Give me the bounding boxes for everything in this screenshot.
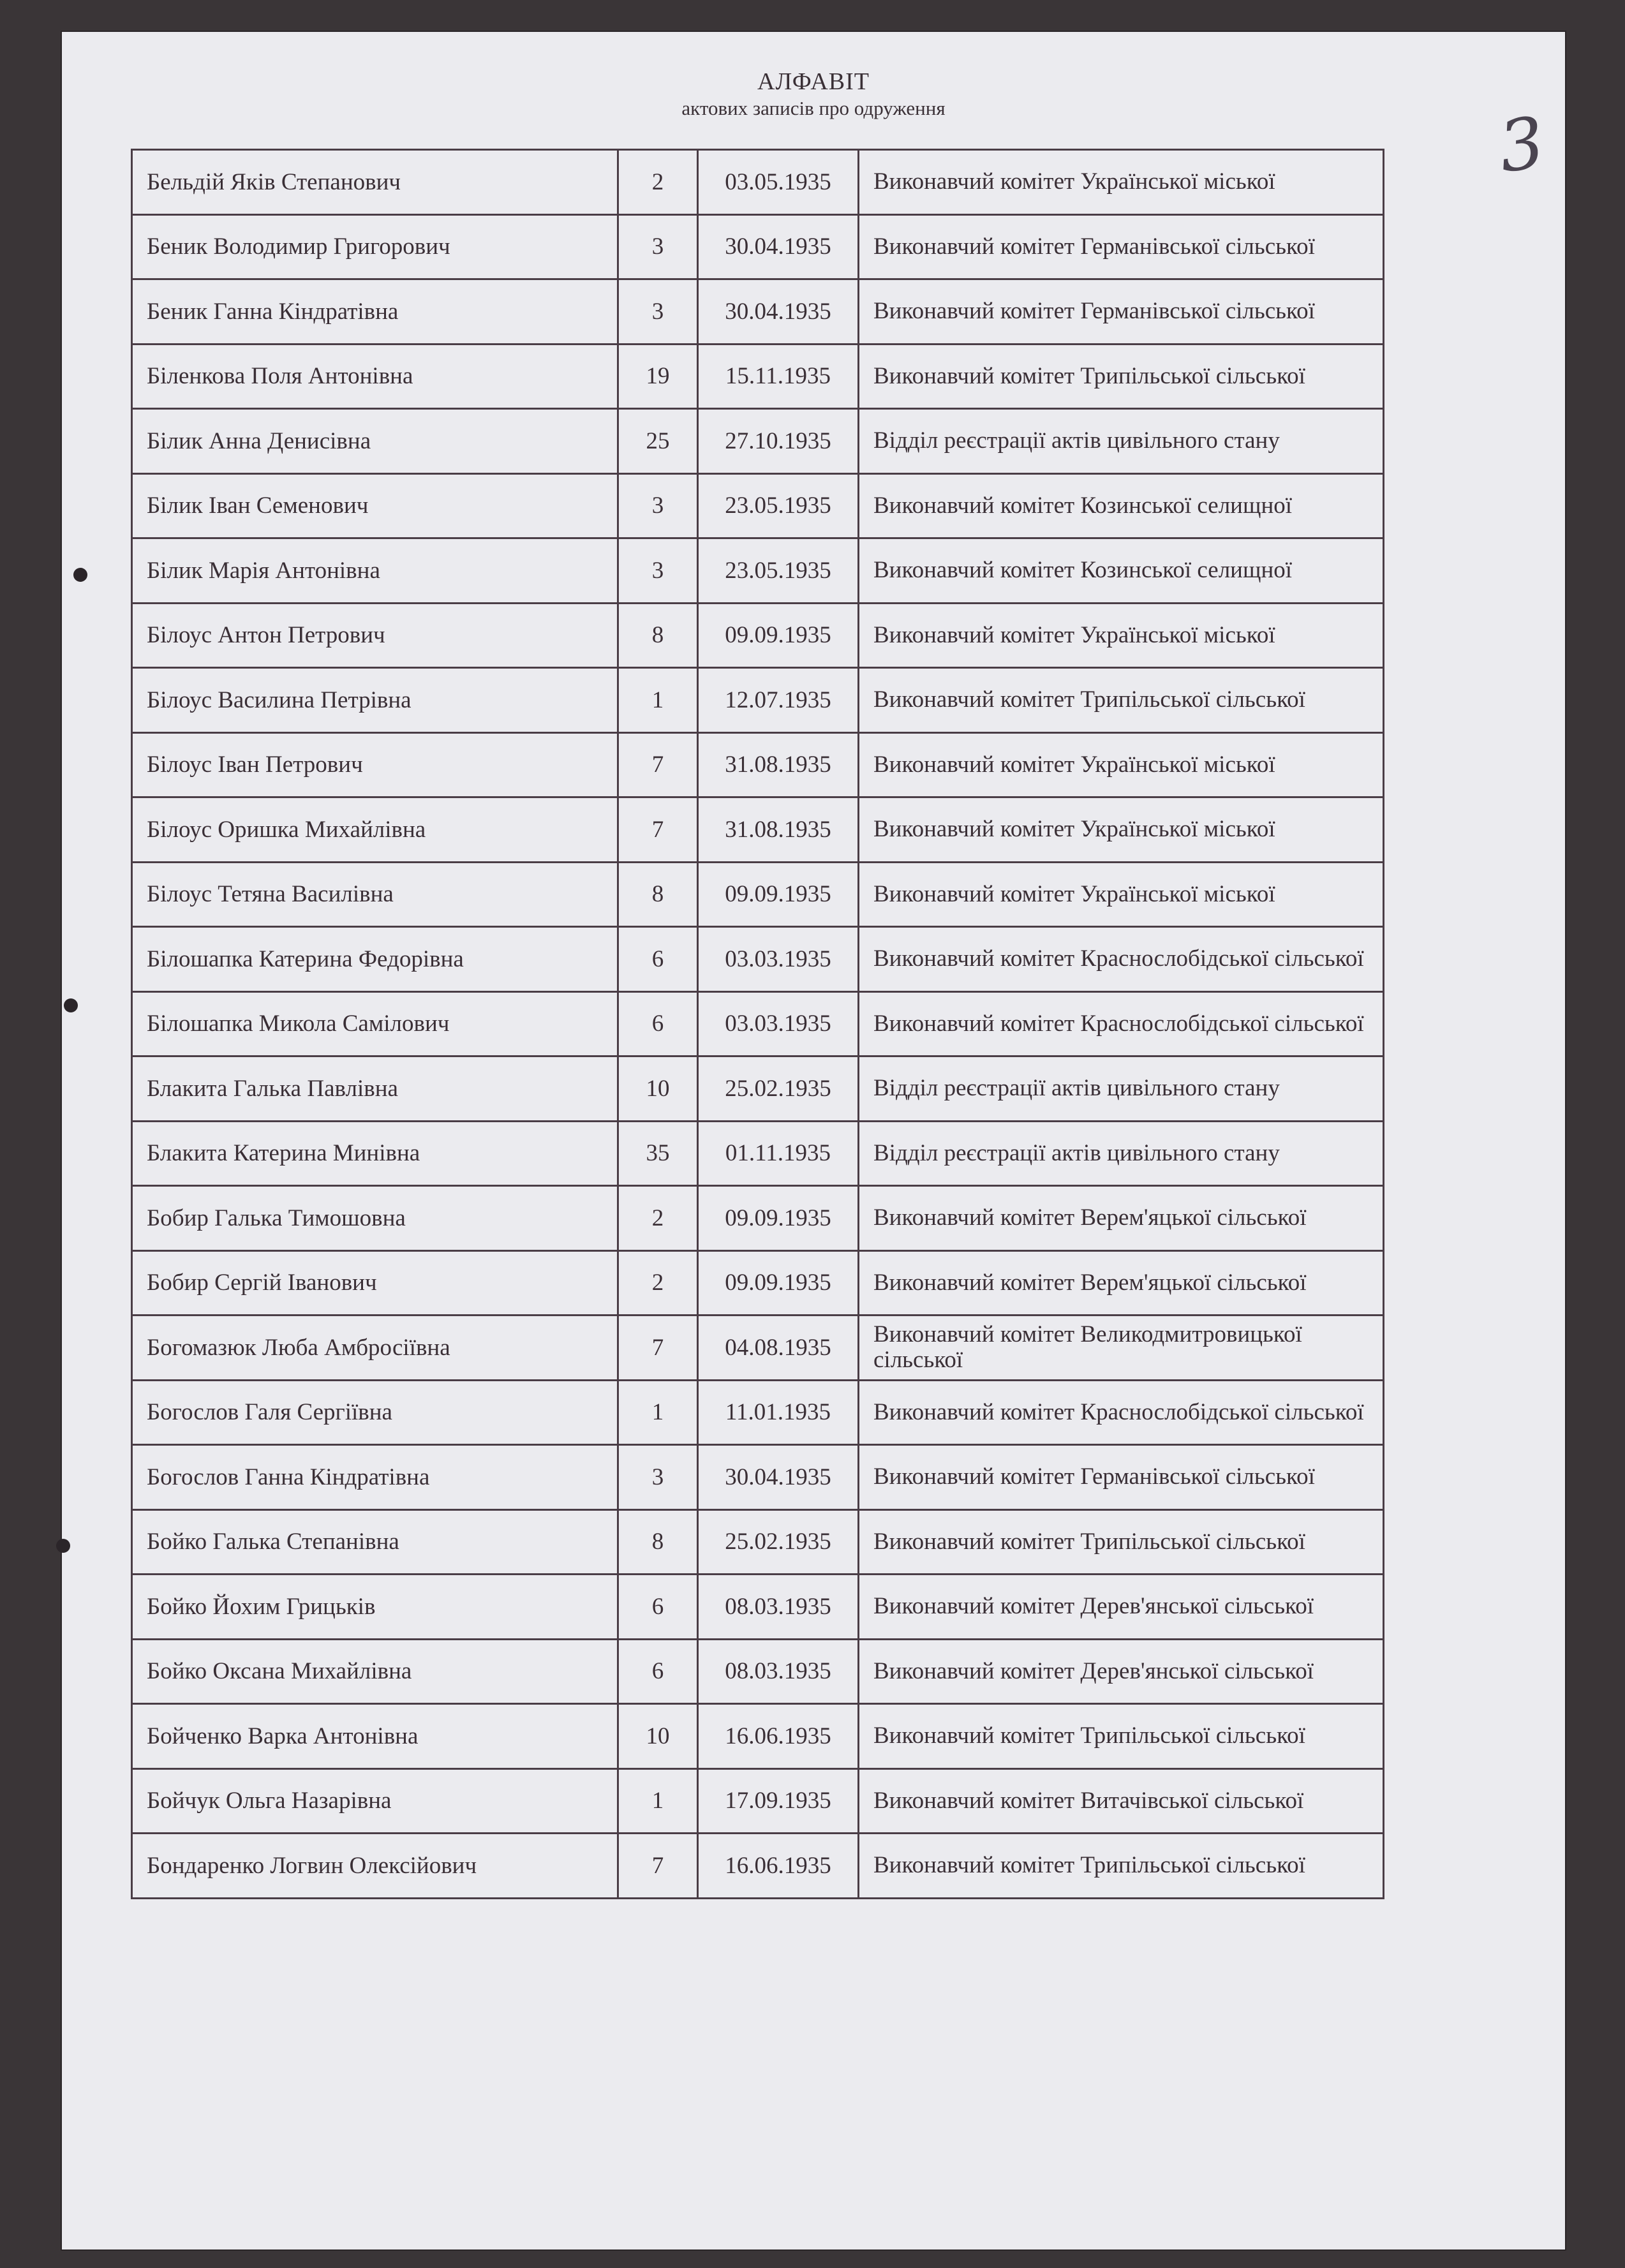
record-number: 8 [618,862,698,927]
record-date: 09.09.1935 [698,862,859,927]
record-office: Виконавчий комітет Української міської [859,797,1384,863]
record-office: Виконавчий комітет Великодмитровицької сільської [859,1316,1384,1381]
record-date: 11.01.1935 [698,1380,859,1445]
document-subtitle: актових записів про одруження [681,97,946,119]
record-date: 15.11.1935 [698,344,859,409]
record-name: Бойчук Ольга Назарівна [132,1768,618,1834]
record-name: Бобир Галька Тимошовна [132,1186,618,1251]
table-row [132,473,1384,538]
record-name: Білик Іван Семенович [132,473,618,538]
record-number: 7 [618,797,698,863]
record-name: Бондаренко Логвин Олексійович [132,1834,618,1899]
record-name: Богомазюк Люба Амбросіївна [132,1316,618,1381]
record-number: 35 [618,1121,698,1186]
record-number: 3 [618,279,698,345]
record-date: 04.08.1935 [698,1316,859,1381]
record-office: Виконавчий комітет Верем'яцької сільської [859,1250,1384,1316]
record-date: 08.03.1935 [698,1639,859,1704]
record-date: 30.04.1935 [698,279,859,345]
record-number: 6 [618,1575,698,1640]
record-date: 31.08.1935 [698,797,859,863]
record-office: Відділ реєстрації актів цивільного стану [859,1121,1384,1186]
record-name: Білошапка Катерина Федорівна [132,927,618,992]
record-office: Виконавчий комітет Верем'яцької сільської [859,1186,1384,1251]
record-name: Бобир Сергій Іванович [132,1250,618,1316]
record-number: 10 [618,1704,698,1769]
table-row [132,927,1384,992]
record-office: Виконавчий комітет Української міської [859,150,1384,215]
record-name: Білоус Тетяна Василівна [132,862,618,927]
record-name: Блакита Катерина Минівна [132,1121,618,1186]
record-date: 30.04.1935 [698,214,859,279]
table-row [132,1509,1384,1575]
table-row [132,732,1384,797]
record-date: 01.11.1935 [698,1121,859,1186]
record-name: Білик Марія Антонівна [132,538,618,604]
handwritten-page-number: 3 [1494,101,1550,189]
record-name: Бельдій Яків Степанович [132,150,618,215]
record-office: Виконавчий комітет Германівської сільської [859,1445,1384,1510]
table-row [132,603,1384,668]
record-number: 2 [618,1186,698,1251]
table-row [132,214,1384,279]
record-number: 8 [618,603,698,668]
record-date: 17.09.1935 [698,1768,859,1834]
record-office: Виконавчий комітет Краснослобідської сільської [859,927,1384,992]
record-office: Виконавчий комітет Краснослобідської сільської [859,1380,1384,1445]
record-office: Виконавчий комітет Трипільської сільської [859,668,1384,733]
record-office: Виконавчий комітет Української міської [859,732,1384,797]
record-date: 23.05.1935 [698,473,859,538]
record-name: Білоус Іван Петрович [132,732,618,797]
record-office: Відділ реєстрації актів цивільного стану [859,1056,1384,1122]
record-office: Виконавчий комітет Витачівської сільської [859,1768,1384,1834]
document-title: АЛФАВІТ [757,68,870,95]
record-number: 3 [618,538,698,604]
record-name: Бойко Галька Степанівна [132,1509,618,1575]
record-date: 08.03.1935 [698,1575,859,1640]
record-number: 2 [618,1250,698,1316]
record-date: 16.06.1935 [698,1834,859,1899]
table-row [132,1704,1384,1769]
record-date: 03.03.1935 [698,927,859,992]
record-date: 25.02.1935 [698,1509,859,1575]
record-date: 03.03.1935 [698,991,859,1056]
record-date: 09.09.1935 [698,1186,859,1251]
marriage-records-table [131,149,1384,1899]
record-name: Білик Анна Денисівна [132,409,618,474]
record-number: 6 [618,1639,698,1704]
table-row [132,862,1384,927]
record-date: 30.04.1935 [698,1445,859,1510]
record-name: Біленкова Поля Антонівна [132,344,618,409]
record-date: 31.08.1935 [698,732,859,797]
record-number: 7 [618,1834,698,1899]
record-date: 23.05.1935 [698,538,859,604]
record-office: Виконавчий комітет Дерев'янської сільської [859,1575,1384,1640]
record-date: 03.05.1935 [698,150,859,215]
record-office: Виконавчий комітет Козинської селищної [859,473,1384,538]
table-row [132,991,1384,1056]
record-name: Білоус Оришка Михайлівна [132,797,618,863]
record-office: Виконавчий комітет Козинської селищної [859,538,1384,604]
record-office: Виконавчий комітет Української міської [859,603,1384,668]
record-number: 7 [618,732,698,797]
punch-hole [73,568,87,582]
table-row [132,1056,1384,1122]
record-office: Виконавчий комітет Германівської сільської [859,279,1384,345]
record-office: Відділ реєстрації актів цивільного стану [859,409,1384,474]
record-number: 19 [618,344,698,409]
record-name: Беник Володимир Григорович [132,214,618,279]
record-name: Блакита Галька Павлівна [132,1056,618,1122]
table-row [132,409,1384,474]
record-date: 16.06.1935 [698,1704,859,1769]
record-name: Беник Ганна Кіндратівна [132,279,618,345]
record-number: 10 [618,1056,698,1122]
record-number: 1 [618,668,698,733]
table-row [132,150,1384,215]
record-office: Виконавчий комітет Дерев'янської сільської [859,1639,1384,1704]
record-name: Білоус Антон Петрович [132,603,618,668]
record-name: Білоус Василина Петрівна [132,668,618,733]
table-row [132,1575,1384,1640]
record-office: Виконавчий комітет Трипільської сільської [859,1704,1384,1769]
record-office: Виконавчий комітет Краснослобідської сільської [859,991,1384,1056]
table-row [132,1445,1384,1510]
record-date: 09.09.1935 [698,603,859,668]
table-row [132,279,1384,345]
record-name: Богослов Галя Сергіївна [132,1380,618,1445]
record-name: Бойко Оксана Михайлівна [132,1639,618,1704]
record-name: Бойченко Варка Антонівна [132,1704,618,1769]
record-office: Виконавчий комітет Германівської сільської [859,214,1384,279]
record-date: 09.09.1935 [698,1250,859,1316]
table-row [132,1639,1384,1704]
record-number: 7 [618,1316,698,1381]
record-date: 25.02.1935 [698,1056,859,1122]
record-name: Бойко Йохим Грицьків [132,1575,618,1640]
records-body [132,150,1384,1899]
table-row [132,1834,1384,1899]
table-row [132,1121,1384,1186]
record-number: 6 [618,927,698,992]
table-row [132,1250,1384,1316]
record-number: 3 [618,1445,698,1510]
punch-hole [56,1539,70,1553]
table-row [132,1380,1384,1445]
record-name: Богослов Ганна Кіндратівна [132,1445,618,1510]
record-name: Білошапка Микола Самілович [132,991,618,1056]
record-number: 25 [618,409,698,474]
table-row [132,1316,1384,1381]
record-number: 2 [618,150,698,215]
record-number: 1 [618,1768,698,1834]
record-number: 8 [618,1509,698,1575]
record-number: 1 [618,1380,698,1445]
record-office: Виконавчий комітет Трипільської сільської [859,1509,1384,1575]
record-office: Виконавчий комітет Трипільської сільської [859,1834,1384,1899]
table-row [132,668,1384,733]
record-number: 6 [618,991,698,1056]
table-row [132,1768,1384,1834]
table-row [132,1186,1384,1251]
table-row [132,797,1384,863]
record-number: 3 [618,473,698,538]
punch-hole [64,998,78,1012]
record-office: Виконавчий комітет Української міської [859,862,1384,927]
record-office: Виконавчий комітет Трипільської сільської [859,344,1384,409]
table-row [132,344,1384,409]
record-date: 27.10.1935 [698,409,859,474]
record-number: 3 [618,214,698,279]
table-row [132,538,1384,604]
record-date: 12.07.1935 [698,668,859,733]
